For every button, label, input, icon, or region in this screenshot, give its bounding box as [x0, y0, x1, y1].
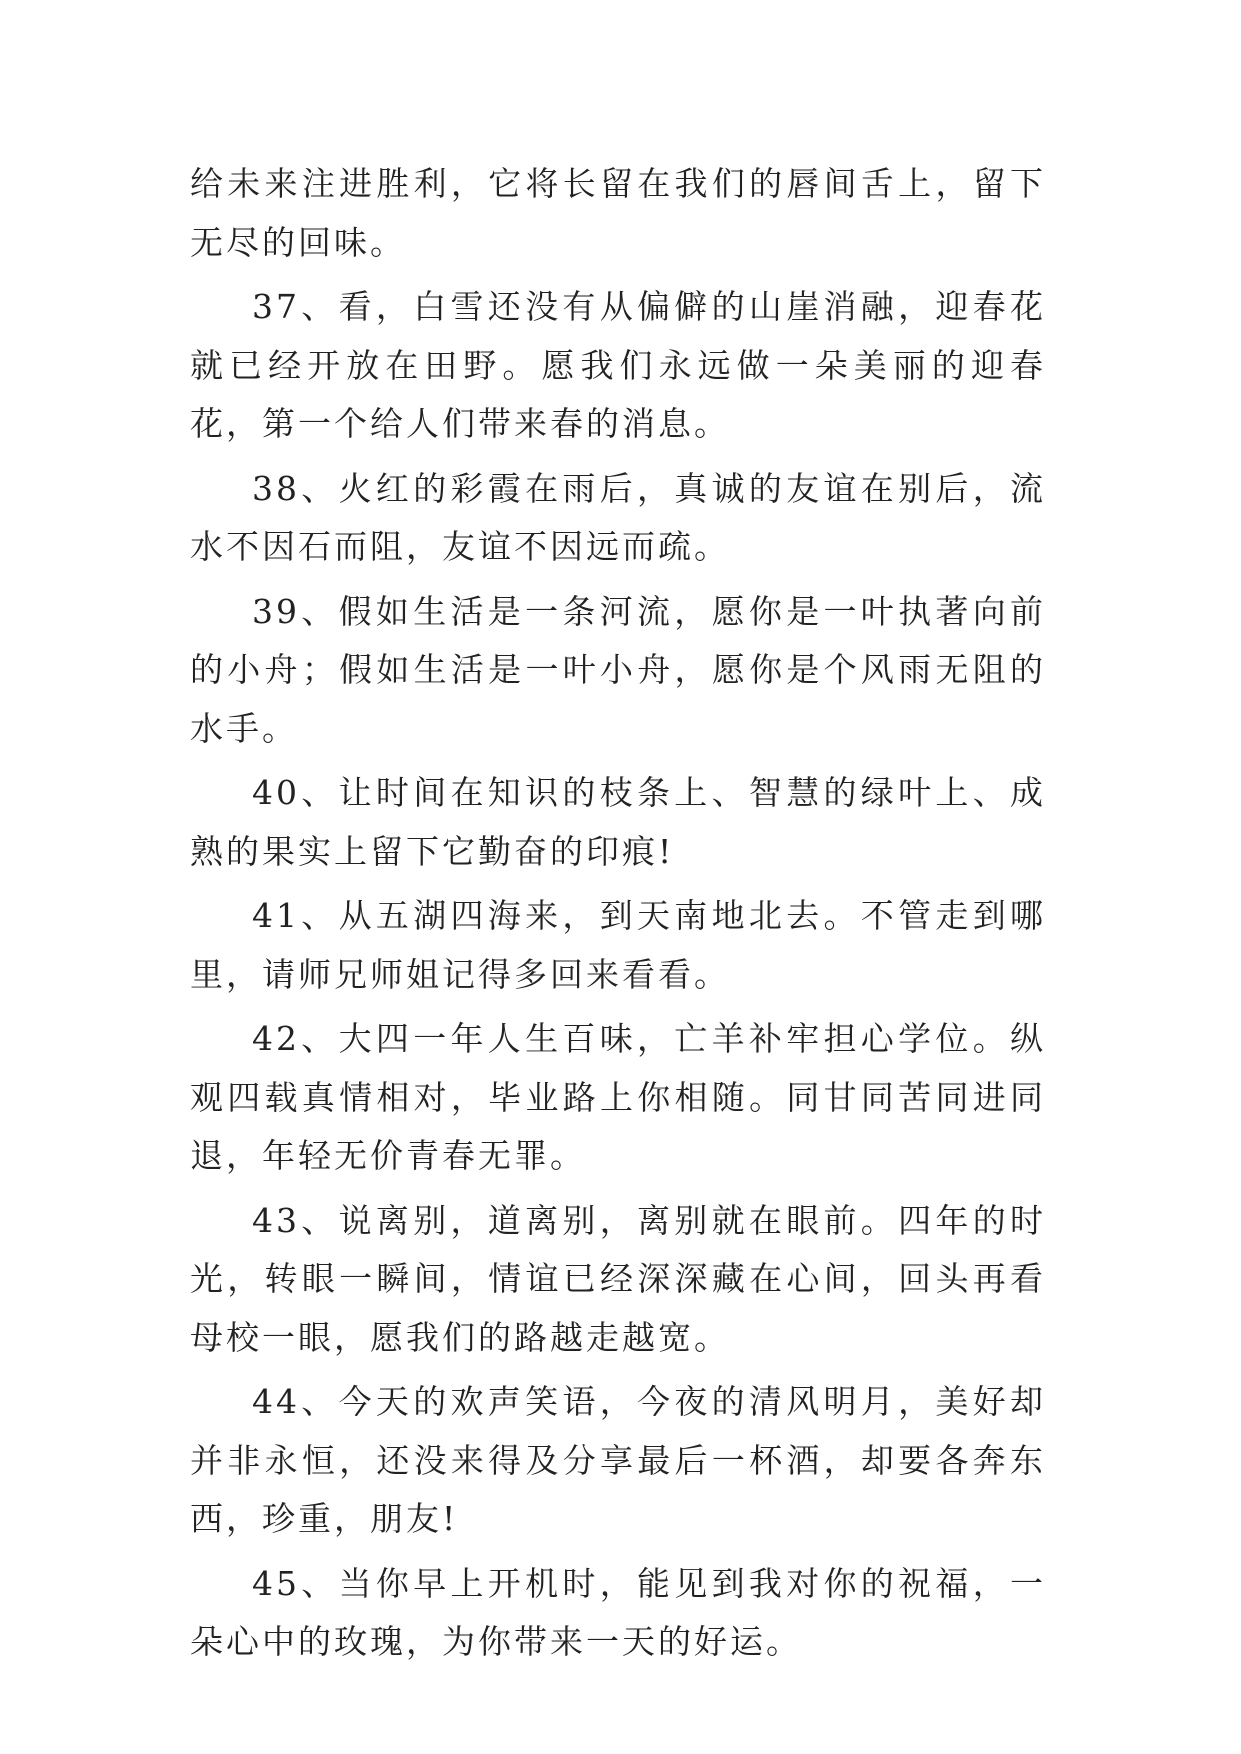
paragraph-38: 38、火红的彩霞在雨后，真诚的友谊在别后，流水不因石而阻，友谊不因远而疏。 [190, 468, 1046, 566]
paragraph-40: 40、让时间在知识的枝条上、智慧的绿叶上、成熟的果实上留下它勤奋的印痕! [190, 773, 1046, 871]
paragraph-41: 41、从五湖四海来，到天南地北去。不管走到哪里，请师兄师姐记得多回来看看。 [190, 896, 1046, 994]
paragraph-continuation: 给未来注进胜利，它将长留在我们的唇间舌上，留下无尽的回味。 [190, 164, 1046, 262]
paragraph-42: 42、大四一年人生百味，亡羊补牢担心学位。纵观四载真情相对，毕业路上你相随。同甘同苦同进同退，年轻无价青春无罪。 [190, 1019, 1046, 1175]
paragraph-43: 43、说离别，道离别，离别就在眼前。四年的时光，转眼一瞬间，情谊已经深深藏在心间，回头再看母校一眼，愿我们的路越走越宽。 [190, 1200, 1046, 1357]
document-body [190, 155, 1046, 1678]
paragraph-37: 37、看，白雪还没有从偏僻的山崖消融，迎春花就已经开放在田野。愿我们永远做一朵美丽的迎春花，第一个给人们带来春的消息。 [190, 287, 1046, 443]
paragraph-44: 44、今天的欢声笑语，今夜的清风明月，美好却并非永恒，还没来得及分享最后一杯酒，却要各奔东西，珍重，朋友! [190, 1382, 1046, 1538]
paragraph-39: 39、假如生活是一条河流，愿你是一叶执著向前的小舟；假如生活是一叶小舟，愿你是个风雨无阻的水手。 [190, 591, 1046, 748]
paragraph-45: 45、当你早上开机时，能见到我对你的祝福，一朵心中的玫瑰，为你带来一天的好运。 [190, 1563, 1046, 1661]
